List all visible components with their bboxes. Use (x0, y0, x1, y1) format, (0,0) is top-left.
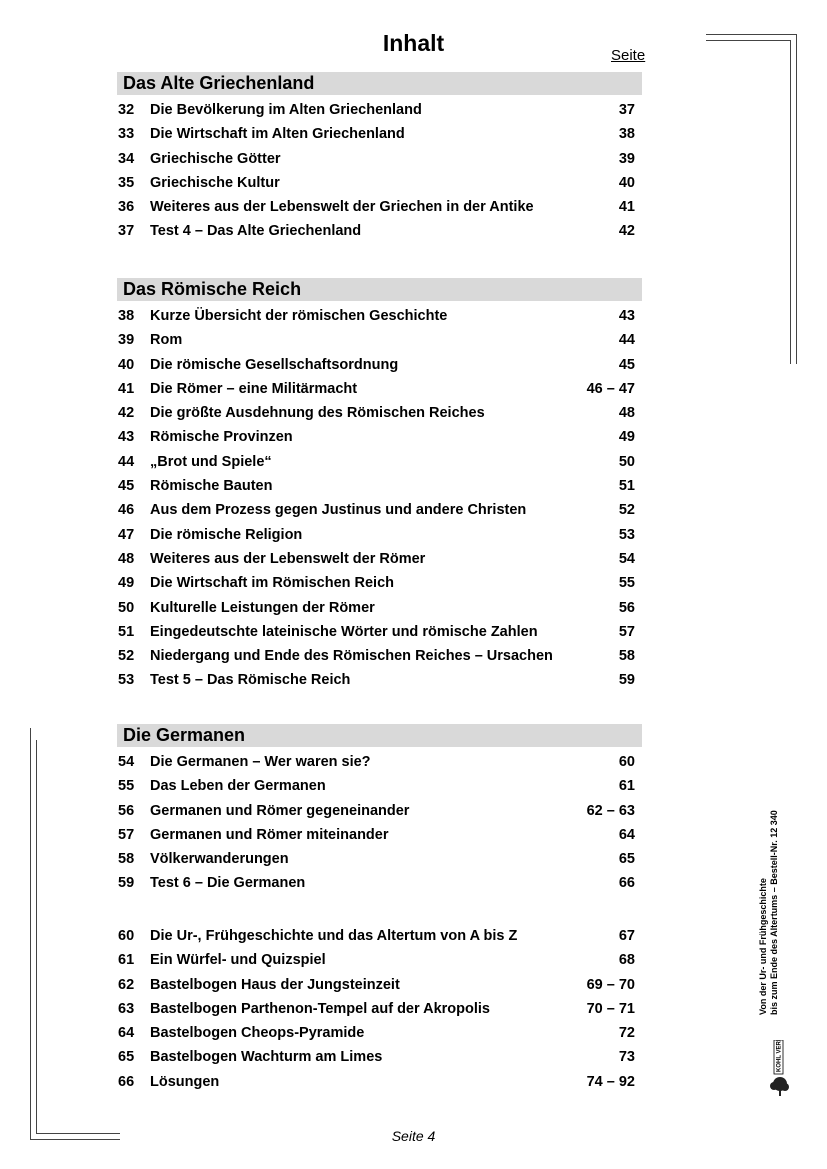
toc-entry-number: 60 (118, 928, 135, 944)
toc-entry-number: 63 (118, 1000, 135, 1017)
toc-entry-title: Die römische Gesellschaftsordnung (150, 356, 399, 373)
toc-entry-page: 60 (618, 754, 635, 770)
toc-entry-title: Römische Bauten (150, 478, 273, 495)
toc-entry-page: 51 (618, 478, 635, 495)
toc-entry-number: 62 (118, 976, 135, 993)
toc-entry-page: 70 – 71 (586, 1000, 635, 1017)
toc-entry (117, 377, 642, 401)
toc-entry (117, 620, 642, 644)
toc-entry-title: Bastelbogen Cheops-Pyramide (150, 1025, 365, 1042)
publisher-logo-text: KOHL VERLAG (776, 1040, 783, 1072)
toc-list (117, 98, 642, 244)
toc-entry (117, 401, 642, 425)
page-footer: Seite 4 (391, 1128, 436, 1144)
toc-entry-number: 65 (118, 1049, 135, 1066)
toc-entry-title: Die Bevölkerung im Alten Griechenland (150, 102, 422, 118)
toc-entry-page: 58 (618, 648, 635, 665)
toc-entry-title: Germanen und Römer gegeneinander (150, 802, 410, 819)
toc-entry (117, 823, 642, 847)
toc-entry-page: 49 (618, 429, 635, 446)
toc-entry (117, 523, 642, 547)
toc-entry-title: „Brot und Spiele“ (150, 453, 272, 470)
toc-entry (117, 799, 642, 823)
toc-entry-number: 56 (118, 802, 135, 819)
toc-entry (117, 195, 642, 219)
toc-entry-title: Völkerwanderungen (150, 851, 289, 868)
toc-entry-number: 36 (118, 199, 135, 216)
toc-entry-number: 57 (118, 826, 135, 843)
toc-entry-title: Aus dem Prozess gegen Justinus und andere Christen (150, 502, 527, 519)
toc-entry (117, 668, 642, 692)
toc-entry (117, 571, 642, 595)
toc-list (117, 924, 642, 1094)
toc-entry (117, 997, 642, 1021)
toc-entry-title: Niedergang und Ende des Römischen Reiches – Ursachen (150, 648, 553, 665)
toc-entry-title: Die Wirtschaft im Römischen Reich (150, 575, 395, 592)
toc-entry-page: 69 – 70 (586, 976, 635, 993)
toc-entry-number: 41 (118, 380, 135, 397)
toc-entry-title: Test 4 – Das Alte Griechenland (150, 223, 362, 240)
toc-entry (117, 98, 642, 122)
toc-entry-number: 51 (118, 623, 135, 640)
toc-entry (117, 498, 642, 522)
toc-entry-title: Römische Provinzen (150, 429, 293, 446)
toc-entry-page: 74 – 92 (586, 1073, 635, 1090)
toc-entry (117, 474, 642, 498)
side-text-line: Von der Ur- und Frühgeschichte (758, 878, 768, 1015)
toc-entry-title: Weiteres aus der Lebenswelt der Griechen in der Antike (150, 199, 534, 216)
toc-entry-page: 59 (618, 672, 635, 689)
toc-entry-title: Germanen und Römer miteinander (150, 826, 389, 843)
toc-entry-page: 43 (618, 308, 635, 324)
toc-entry (117, 219, 642, 243)
toc-entry-number: 64 (118, 1025, 135, 1042)
toc-entry-page: 52 (618, 502, 635, 519)
toc-entry-title: Die Römer – eine Militärmacht (150, 380, 358, 397)
toc-entry-number: 53 (118, 672, 135, 689)
section-extras (117, 924, 642, 1094)
toc-entry-title: Weiteres aus der Lebenswelt der Römer (150, 550, 426, 567)
toc-entry-title: Bastelbogen Parthenon-Tempel auf der Akropolis (150, 1000, 490, 1017)
frame-line-left (30, 728, 31, 1139)
toc-entry-title: Kulturelle Leistungen der Römer (150, 599, 375, 616)
toc-entry-title: Die Ur-, Frühgeschichte und das Altertum von A bis Z (150, 928, 518, 944)
section-greece (117, 72, 642, 244)
toc-entry-number: 55 (118, 778, 135, 795)
toc-entry-number: 58 (118, 851, 135, 868)
toc-entry-number: 32 (118, 102, 135, 118)
toc-entry (117, 547, 642, 571)
toc-entry-number: 40 (118, 356, 135, 373)
toc-entry-title: Griechische Kultur (150, 174, 280, 191)
toc-entry (117, 1070, 642, 1094)
toc-entry-title: Test 5 – Das Römische Reich (150, 672, 351, 689)
toc-list (117, 304, 642, 693)
toc-entry (117, 973, 642, 997)
toc-entry-page: 45 (618, 356, 635, 373)
tree-logo-icon (768, 1040, 804, 1100)
toc-entry-title: Die Germanen – Wer waren sie? (150, 754, 371, 770)
toc-entry-title: Lösungen (150, 1073, 220, 1090)
toc-entry-title: Griechische Götter (150, 150, 281, 167)
toc-entry-number: 45 (118, 478, 135, 495)
toc-entry-page: 62 – 63 (586, 802, 635, 819)
page-title: Inhalt (382, 30, 445, 56)
toc-entry (117, 847, 642, 871)
toc-entry (117, 304, 642, 328)
frame-line-left-inner (36, 740, 37, 1133)
toc-entry-number: 33 (118, 126, 135, 143)
toc-entry (117, 450, 642, 474)
section-heading: Das Alte Griechenland (117, 72, 642, 95)
toc-entry-page: 56 (618, 599, 635, 616)
toc-entry (117, 328, 642, 352)
toc-entry-number: 43 (118, 429, 135, 446)
toc-entry-title: Bastelbogen Wachturm am Limes (150, 1049, 383, 1066)
toc-entry-number: 46 (118, 502, 135, 519)
toc-entry (117, 924, 642, 948)
toc-entry-number: 42 (118, 405, 135, 422)
toc-entry-title: Die größte Ausdehnung des Römischen Reiches (150, 405, 485, 422)
toc-entry-number: 52 (118, 648, 135, 665)
toc-entry-title: Bastelbogen Haus der Jungsteinzeit (150, 976, 400, 993)
toc-entry (117, 644, 642, 668)
toc-entry-number: 37 (118, 223, 135, 240)
toc-entry (117, 871, 642, 895)
toc-entry-page: 50 (618, 453, 635, 470)
toc-entry (117, 171, 642, 195)
page-column-label: Seite (611, 47, 646, 64)
toc-entry-page: 72 (618, 1025, 635, 1042)
toc-entry-page: 53 (618, 526, 635, 543)
toc-entry-number: 39 (118, 332, 135, 349)
toc-list (117, 750, 642, 896)
toc-entry-page: 42 (618, 223, 635, 240)
section-rome (117, 278, 642, 693)
toc-entry (117, 750, 642, 774)
toc-entry-page: 67 (618, 928, 635, 944)
toc-entry-number: 38 (118, 308, 135, 324)
frame-line-right (796, 34, 797, 364)
toc-entry-number: 54 (118, 754, 135, 770)
side-publication-info (758, 810, 780, 1015)
toc-entry (117, 353, 642, 377)
toc-entry-number: 44 (118, 453, 135, 470)
toc-entry-page: 55 (618, 575, 635, 592)
toc-entry-page: 61 (618, 778, 635, 795)
section-germanen (117, 724, 642, 896)
toc-entry-page: 54 (618, 550, 635, 567)
toc-entry (117, 596, 642, 620)
toc-entry-page: 68 (618, 952, 635, 969)
toc-entry-title: Eingedeutschte lateinische Wörter und römische Zahlen (150, 623, 538, 640)
toc-entry-page: 39 (618, 150, 635, 167)
toc-entry-number: 48 (118, 550, 135, 567)
toc-entry-page: 48 (618, 405, 635, 422)
toc-entry-number: 50 (118, 599, 135, 616)
toc-entry (117, 1045, 642, 1069)
toc-entry-page: 41 (618, 199, 635, 216)
toc-entry-title: Das Leben der Germanen (150, 778, 326, 795)
toc-entry-number: 61 (118, 952, 135, 969)
toc-entry-page: 73 (618, 1049, 635, 1066)
toc-entry-page: 66 (618, 875, 635, 892)
toc-entry-page: 40 (618, 174, 635, 191)
toc-entry (117, 774, 642, 798)
toc-entry-number: 49 (118, 575, 135, 592)
frame-line-right-inner (790, 40, 791, 364)
toc-entry-number: 59 (118, 875, 135, 892)
toc-entry-number: 35 (118, 174, 135, 191)
toc-entry-title: Ein Würfel- und Quizspiel (150, 952, 326, 969)
section-heading: Die Germanen (117, 724, 642, 747)
toc-entry (117, 122, 642, 146)
publisher-logo (768, 1040, 804, 1105)
section-heading: Das Römische Reich (117, 278, 642, 301)
toc-entry-page: 65 (618, 851, 635, 868)
toc-entry-page: 64 (618, 826, 635, 843)
toc-entry-page: 37 (618, 102, 635, 118)
toc-entry (117, 147, 642, 171)
toc-entry-number: 34 (118, 150, 135, 167)
toc-entry-title: Test 6 – Die Germanen (150, 875, 306, 892)
toc-entry (117, 948, 642, 972)
toc-entry-title: Die römische Religion (150, 526, 303, 543)
toc-entry-title: Rom (150, 332, 183, 349)
toc-entry (117, 1021, 642, 1045)
toc-entry-page: 46 – 47 (586, 380, 635, 397)
side-text-line: bis zum Ende des Altertums – Bestell-Nr. 12 340 (769, 810, 779, 1015)
toc-entry-number: 47 (118, 526, 135, 543)
toc-entry (117, 425, 642, 449)
toc-entry-number: 66 (118, 1073, 135, 1090)
toc-entry-title: Die Wirtschaft im Alten Griechenland (150, 126, 405, 143)
toc-entry-page: 44 (618, 332, 635, 349)
toc-entry-page: 57 (618, 623, 635, 640)
toc-entry-page: 38 (618, 126, 635, 143)
toc-entry-title: Kurze Übersicht der römischen Geschichte (150, 308, 448, 324)
